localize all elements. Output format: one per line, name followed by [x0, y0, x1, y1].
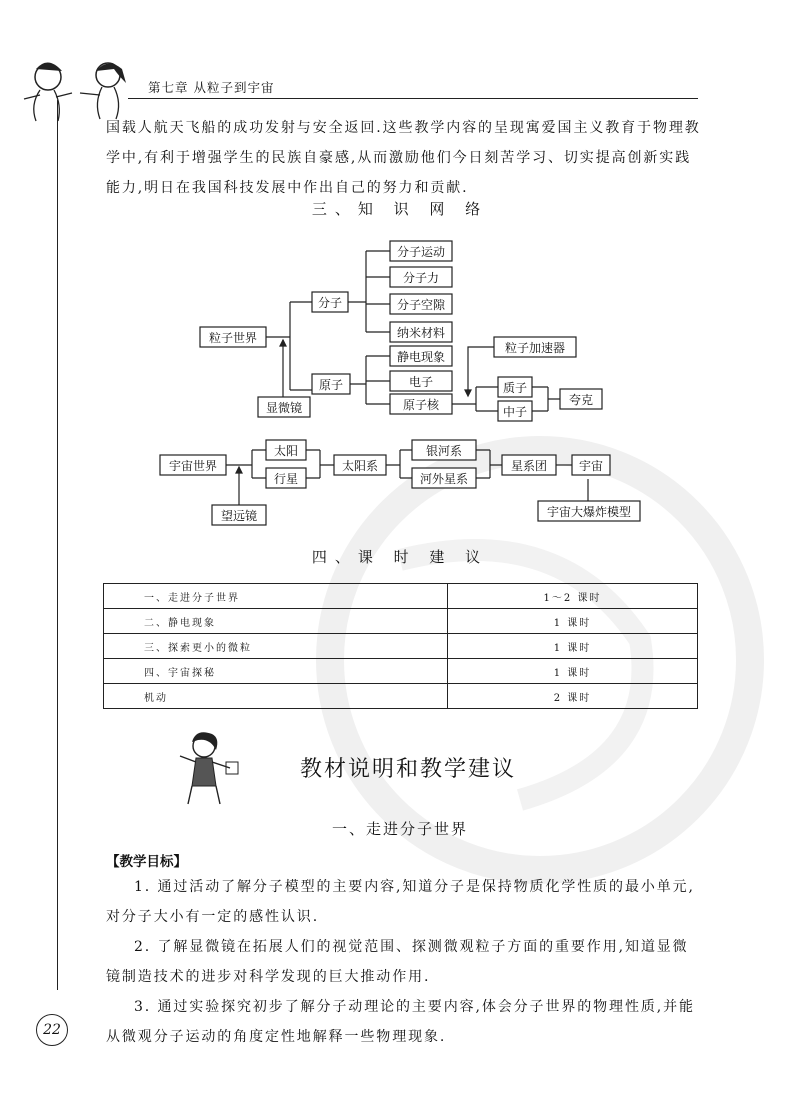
- lesson-topic: 机动: [104, 684, 448, 709]
- lesson-topic: 四、宇宙探秘: [104, 659, 448, 684]
- goal-item: 3. 通过实验探究初步了解分子动理论的主要内容,体会分子世界的物理性质,并能从微观分子运动的角度定性地解释一些物理现象.: [106, 999, 695, 1045]
- lesson-hours: 1 课时: [448, 659, 698, 684]
- table-row: [104, 684, 698, 709]
- node-sun: 太阳: [273, 444, 299, 458]
- node-neutron: 中子: [502, 405, 528, 419]
- goal-item: 1. 通过活动了解分子模型的主要内容,知道分子是保持物质化学性质的最小单元,对分子大小有一定的感性认识.: [106, 879, 695, 925]
- node-nucleus: 原子核: [402, 398, 440, 412]
- main-title: 教材说明和教学建议: [300, 757, 517, 782]
- node-galaxy-cluster: 星系团: [510, 459, 548, 473]
- lesson-topic: 二、静电现象: [104, 609, 448, 634]
- node-universe: 宇宙: [578, 459, 604, 473]
- goals-list: [106, 872, 701, 1052]
- lesson-hours: 1～2 课时: [448, 584, 698, 609]
- table-row: [104, 634, 698, 659]
- node-molecular-gap: 分子空隙: [396, 298, 446, 312]
- node-telescope: 望远镜: [220, 509, 258, 523]
- lesson-hours-table: [103, 583, 698, 709]
- section-title-lessons: 四、课 时 建 议: [311, 548, 489, 566]
- lesson-topic: 三、探索更小的微粒: [104, 634, 448, 659]
- node-particle-accelerator: 粒子加速器: [504, 341, 566, 355]
- chapter-header: 第七章 从粒子到宇宙: [148, 80, 275, 95]
- node-nano-material: 纳米材料: [396, 326, 446, 340]
- node-extragalactic: 河外星系: [419, 472, 469, 486]
- node-solar-system: 太阳系: [341, 459, 379, 473]
- node-atom: 原子: [318, 378, 344, 392]
- node-universe-world: 宇宙世界: [168, 459, 218, 473]
- node-electron: 电子: [408, 375, 434, 389]
- node-microscope: 显微镜: [265, 401, 303, 415]
- node-molecular-motion: 分子运动: [396, 245, 446, 259]
- node-molecule: 分子: [317, 296, 343, 310]
- table-row: [104, 659, 698, 684]
- lesson-hours: 2 课时: [448, 684, 698, 709]
- node-quark: 夸克: [568, 393, 594, 407]
- lesson-hours: 1 课时: [448, 634, 698, 659]
- goals-heading: 【教学目标】: [106, 854, 187, 870]
- node-molecular-force: 分子力: [402, 271, 440, 285]
- node-milky-way: 银河系: [425, 444, 463, 458]
- teacher-cartoon-icon: [176, 728, 246, 810]
- node-big-bang: 宇宙大爆炸模型: [546, 505, 632, 519]
- lesson-topic: 一、走进分子世界: [104, 584, 448, 609]
- node-proton: 质子: [502, 381, 528, 395]
- sub-title: 一、走进分子世界: [331, 820, 468, 838]
- node-particle-world: 粒子世界: [208, 331, 258, 345]
- goal-item: 2. 了解显微镜在拓展人们的视觉范围、探测微观粒子方面的重要作用,知道显微镜制造技术的进步对科学发现的巨大推动作用.: [106, 939, 689, 985]
- table-row: [104, 584, 698, 609]
- intro-paragraph: 国载人航天飞船的成功发射与安全返回.这些教学内容的呈现寓爱国主义教育于物理教学中,有利于增强学生的民族自豪感,从而激励他们今日刻苦学习、切实提高创新实践能力,明日在我国科技发展中作出自己的努力和贡献.: [106, 120, 701, 196]
- node-planet: 行星: [273, 472, 299, 486]
- section-title-network: 三、知 识 网 络: [311, 200, 489, 218]
- node-static-electricity: 静电现象: [396, 350, 446, 364]
- table-row: [104, 609, 698, 634]
- lesson-hours: 1 课时: [448, 609, 698, 634]
- page-number: 22: [36, 1014, 68, 1046]
